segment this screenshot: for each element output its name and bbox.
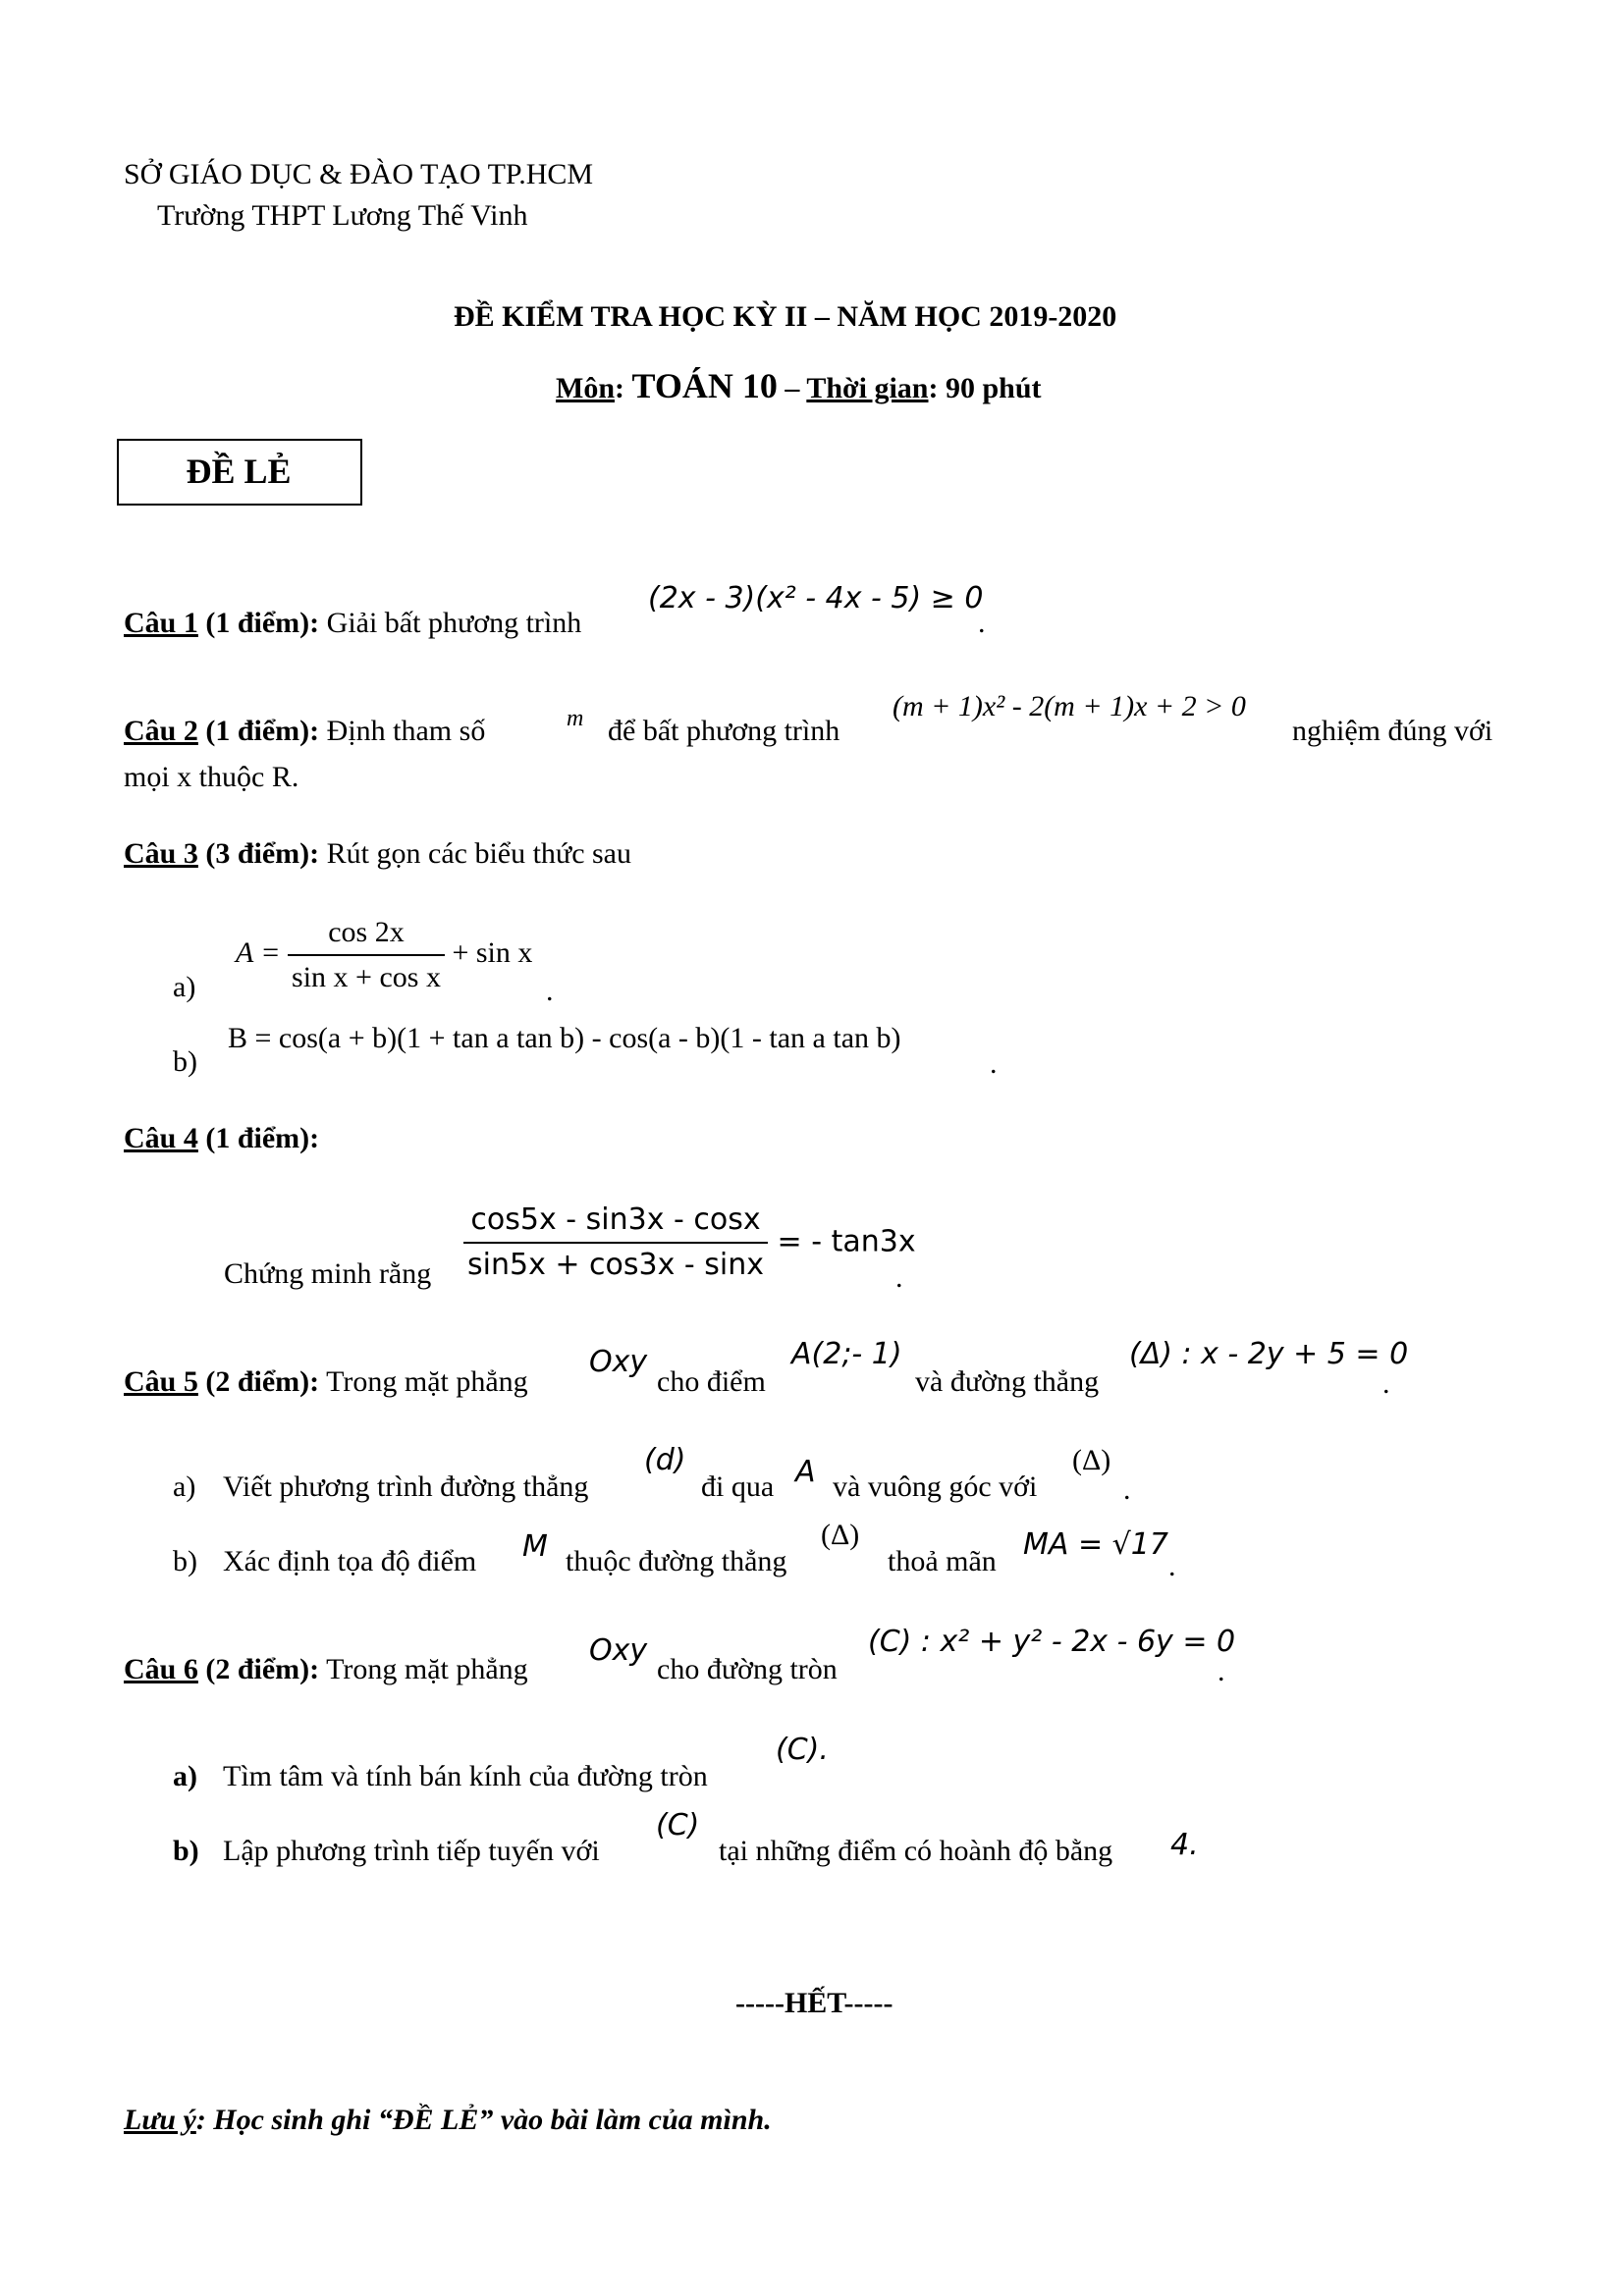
question-6-points: (2 điểm): xyxy=(205,1653,320,1685)
question-3-text: Rút gọn các biểu thức sau xyxy=(326,837,631,870)
question-6-b-C: (C) xyxy=(656,1808,700,1842)
question-6-circle: (C) : x² + y² - 2x - 6y = 0 xyxy=(868,1625,1236,1659)
question-6-end: . xyxy=(1218,1655,1225,1687)
note-text: : Học sinh ghi “ĐỀ LẺ” vào bài làm của mình. xyxy=(195,2104,772,2136)
question-5-a-text-3: và vuông góc với xyxy=(833,1470,1038,1503)
question-6-a-text: Tìm tâm và tính bán kính của đường tròn xyxy=(223,1760,708,1792)
question-6-b-text-1: Lập phương trình tiếp tuyến với xyxy=(223,1835,600,1867)
question-5-b-delta: (Δ) xyxy=(821,1519,860,1551)
question-5-text-c: và đường thẳng xyxy=(915,1365,1100,1398)
variant-label: ĐỀ LẺ xyxy=(186,452,292,491)
question-2-text-b: để bất phương trình xyxy=(608,715,840,747)
note-label: Lưu ý xyxy=(124,2104,196,2136)
question-2-formula: (m + 1)x² - 2(m + 1)x + 2 > 0 xyxy=(893,690,1246,722)
question-4-numerator: cos5x - sin3x - cosx xyxy=(463,1202,768,1244)
question-5-a-label: a) xyxy=(173,1470,196,1503)
question-6-a-C: (C). xyxy=(776,1733,829,1767)
question-5-label: Câu 5 xyxy=(124,1365,198,1398)
question-5-b-text-3: thoả mãn xyxy=(888,1545,997,1577)
question-5-b-text-1: Xác định tọa độ điểm xyxy=(223,1545,477,1577)
question-4-rhs: = - tan3x xyxy=(777,1224,916,1259)
question-6-plane: Oxy xyxy=(589,1633,648,1668)
question-3-a-fraction xyxy=(288,915,445,995)
question-3-a-tail: + sin x xyxy=(452,935,533,969)
question-5-plane: Oxy xyxy=(589,1345,648,1379)
question-6-label: Câu 6 xyxy=(124,1653,198,1685)
question-3-b-formula: B = cos(a + b)(1 + tan a tan b) - cos(a - b)(1 - tan a tan b) xyxy=(228,1022,901,1054)
question-4-denominator: sin5x + cos3x - sinx xyxy=(467,1248,764,1282)
question-3-a-lhs: A = xyxy=(236,935,281,969)
question-4-label: Câu 4 xyxy=(124,1122,198,1154)
question-5-text-b: cho điểm xyxy=(657,1365,766,1398)
question-4-points: (1 điểm): xyxy=(205,1122,320,1154)
question-5-b-M: M xyxy=(522,1529,548,1564)
question-5-end: . xyxy=(1382,1367,1390,1400)
question-3 xyxy=(124,836,631,872)
question-5-a-d: (d) xyxy=(644,1443,686,1477)
question-5-line: (Δ) : x - 2y + 5 = 0 xyxy=(1129,1337,1409,1371)
question-5-a-end: . xyxy=(1123,1473,1131,1506)
question-5-a-delta: (Δ) xyxy=(1072,1444,1111,1476)
question-1-text: Giải bất phương trình xyxy=(326,607,582,639)
question-3-a-end: . xyxy=(546,975,554,1007)
question-4-formula xyxy=(463,1202,916,1283)
question-4-text: Chứng minh rằng xyxy=(224,1257,432,1290)
question-6-text-b: cho đường tròn xyxy=(657,1653,838,1685)
question-5-a-A: A xyxy=(795,1455,816,1489)
question-5-b-label: b) xyxy=(173,1545,197,1577)
exam-title: ĐỀ KIỂM TRA HỌC KỲ II – NĂM HỌC 2019-2020 xyxy=(454,300,1117,333)
question-2-label: Câu 2 xyxy=(124,715,198,747)
question-1-label: Câu 1 xyxy=(124,607,198,639)
question-5 xyxy=(124,1364,528,1400)
question-3-points: (3 điểm): xyxy=(205,837,320,870)
question-1-points: (1 điểm): xyxy=(205,607,320,639)
question-1 xyxy=(124,606,581,641)
subject-label: Môn xyxy=(556,372,615,404)
question-6 xyxy=(124,1652,528,1687)
question-1-end: . xyxy=(978,607,986,639)
question-6-b-label: b) xyxy=(173,1835,199,1867)
question-6-b-value: 4. xyxy=(1170,1828,1199,1862)
note xyxy=(124,2103,772,2138)
question-3-label: Câu 3 xyxy=(124,837,198,870)
dash: – xyxy=(785,372,800,404)
question-6-b-text-2: tại những điểm có hoành độ bằng xyxy=(719,1835,1113,1867)
question-5-text-a: Trong mặt phẳng xyxy=(326,1365,528,1398)
question-3-b-end: . xyxy=(990,1047,998,1080)
question-5-a-text-1: Viết phương trình đường thẳng xyxy=(223,1470,589,1503)
time-label: Thời gian xyxy=(806,372,929,404)
question-2-text-c: nghiệm đúng với xyxy=(1292,715,1493,747)
school-name: Trường THPT Lương Thế Vinh xyxy=(157,199,528,232)
question-3-a-label: a) xyxy=(173,971,196,1003)
question-6-text-a: Trong mặt phẳng xyxy=(326,1653,528,1685)
question-2-points: (1 điểm): xyxy=(205,715,320,747)
question-1-formula: (2x - 3)(x² - 4x - 5) ≥ 0 xyxy=(648,581,984,615)
question-5-b-text-2: thuộc đường thẳng xyxy=(566,1545,787,1577)
subject-line: Môn: TOÁN 10 – Thời gian: 90 phút xyxy=(556,366,1042,405)
question-3-a-numerator: cos 2x xyxy=(288,915,445,956)
question-2-line-1 xyxy=(124,714,485,749)
question-4-fraction xyxy=(463,1202,768,1283)
question-5-a-text-2: đi qua xyxy=(701,1470,775,1503)
question-5-points: (2 điểm): xyxy=(205,1365,320,1398)
question-2-text-d: mọi x thuộc R. xyxy=(124,761,299,793)
question-2-text-a: Định tham số xyxy=(326,715,486,747)
question-6-a-label: a) xyxy=(173,1760,197,1792)
question-3-b-label: b) xyxy=(173,1045,197,1078)
question-5-point: A(2;- 1) xyxy=(791,1337,902,1371)
question-4 xyxy=(124,1121,319,1156)
question-3-a-formula xyxy=(236,915,532,995)
department-name: SỞ GIÁO DỤC & ĐÀO TẠO TP.HCM xyxy=(124,158,594,190)
subject-value: TOÁN 10 xyxy=(631,366,778,405)
time-value: 90 phút xyxy=(946,372,1042,404)
question-3-a-denominator: sin x + cos x xyxy=(292,961,441,993)
question-2-param: m xyxy=(567,706,584,731)
question-5-b-condition: MA = √17 xyxy=(1023,1527,1168,1562)
question-4-end: . xyxy=(895,1261,903,1294)
question-5-b-end: . xyxy=(1168,1550,1176,1582)
end-mark: -----HẾT----- xyxy=(735,1987,893,2019)
